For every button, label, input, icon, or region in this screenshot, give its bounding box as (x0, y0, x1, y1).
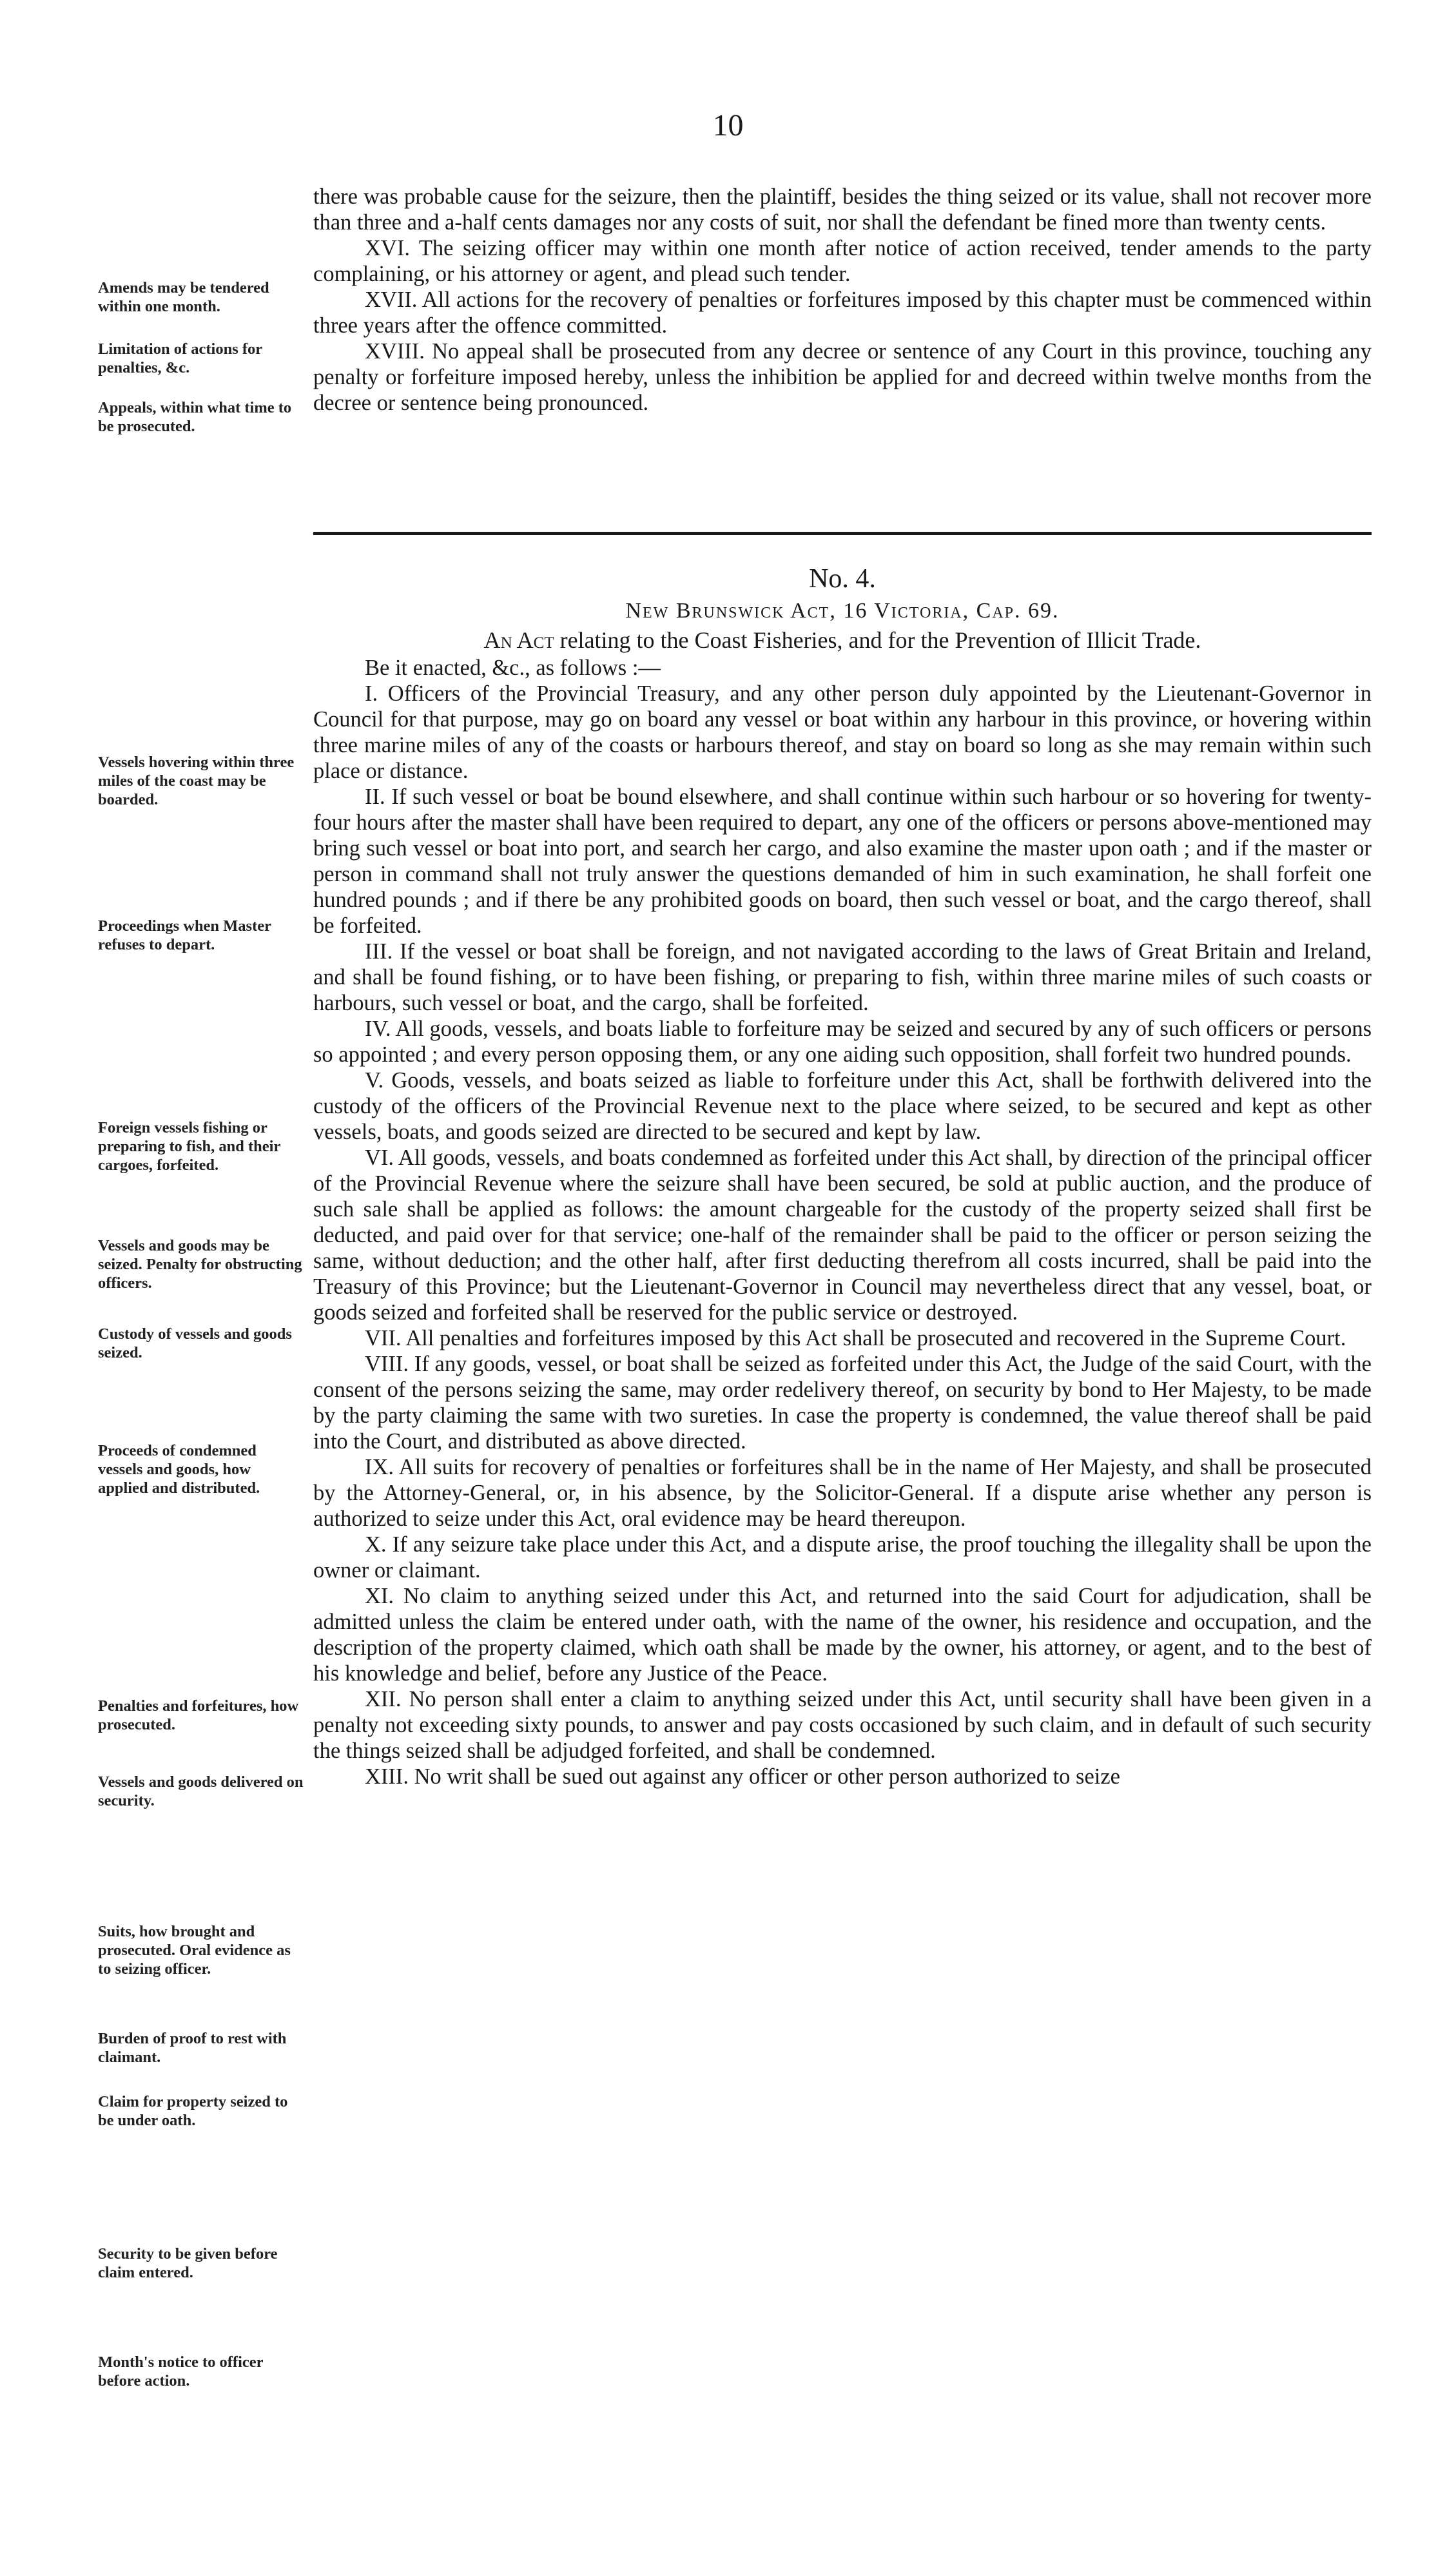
section-paragraph: XIII. No writ shall be sued out against any officer or other person authorized to seize (365, 1764, 1120, 1789)
continued-text-block (313, 184, 1372, 416)
section-paragraph: XVII. All actions for the recovery of penalties or forfeitures imposed by this chapter must be commenced within three years after the offence committed. (313, 287, 1372, 338)
margin-note: Amends may be tendered within one month. (98, 279, 269, 315)
section-paragraph: IV. All goods, vessels, and boats liable to forfeiture may be seized and secured by any of such officers or persons so appointed ; and every person opposing them, or any one aiding such opposition, shall forfeit two hundred pounds. (313, 1017, 1372, 1067)
act-title-rest: relating to the Coast Fisheries, and for the Prevention of Illicit Trade. (554, 627, 1201, 653)
section-paragraph: IX. All suits for recovery of penalties or forfeitures shall be in the name of Her Majesty, and shall be prosecuted by the Attorney-General, or, in his absence, by the Solicitor-General. If a dispute arise whether any person is authorized to seize under this Act, oral evidence may be heard thereupon. (313, 1455, 1372, 1531)
margin-note: Limitation of actions for penalties, &c. (98, 340, 262, 376)
act-heading: New Brunswick Act, 16 Victoria, Cap. 69. (625, 599, 1060, 623)
document-number: No. 4. (809, 564, 876, 594)
margin-note: Proceedings when Master refuses to depart. (98, 917, 271, 953)
section-paragraph: XVIII. No appeal shall be prosecuted from any decree or sentence of any Court in this province, touching any penalty or forfeiture imposed hereby, unless the inhibition be applied for and decreed within twelve months from the decree or sentence being pronounced. (313, 339, 1372, 415)
act-text-block (313, 561, 1372, 1789)
page-number: 10 (712, 108, 744, 142)
margin-note: Claim for property seized to be under oath. (98, 2093, 288, 2129)
margin-notes (0, 0, 309, 2552)
section-paragraph: II. If such vessel or boat be bound elsewhere, and shall continue within such harbour or so hovering for twenty-four hours after the master shall have been required to depart, any one of the officers or persons above-mentioned may bring such vessel or boat into port, and search her cargo, and also examine the master upon oath ; and if the master or person in command shall not truly answer the questions demanded of him in such examination, he shall forfeit one hundred pounds ; and if there be any prohibited goods on board, then such vessel or boat, and the cargo thereof, shall be forfeited. (313, 784, 1372, 938)
margin-note: Vessels and goods may be seized. Penalty for obstructing officers. (98, 1237, 302, 1292)
section-paragraph: VII. All penalties and forfeitures imposed by this Act shall be prosecuted and recovered in the Supreme Court. (365, 1326, 1346, 1350)
section-paragraph: VIII. If any goods, vessel, or boat shall be seized as forfeited under this Act, the Judge of the said Court, with the consent of the persons seizing the same, may order redelivery thereof, on security by bond to Her Majesty, to be made by the party claiming the same with two sureties. In case the property is condemned, the value thereof shall be paid into the Court, and distributed as above directed. (313, 1352, 1372, 1454)
act-title-lead: An Act (483, 627, 554, 653)
act-title (313, 625, 1372, 655)
margin-note: Custody of vessels and goods seized. (98, 1325, 292, 1361)
margin-note: Security to be given before claim entered. (98, 2245, 278, 2281)
enacting-clause: Be it enacted, &c., as follows :— (365, 656, 661, 680)
margin-note: Month's notice to officer before action. (98, 2353, 264, 2390)
margin-note: Foreign vessels fishing or preparing to fish, and their cargoes, forfeited. (98, 1119, 280, 1174)
section-paragraph: V. Goods, vessels, and boats seized as liable to forfeiture under this Act, shall be forthwith delivered into the custody of the officers of the Provincial Revenue next to the place where seized, to be secured and kept as other vessels, boats, and goods seized are directed to be secured and kept by law. (313, 1068, 1372, 1144)
margin-note: Burden of proof to rest with claimant. (98, 2030, 287, 2066)
section-paragraph: VI. All goods, vessels, and boats condemned as forfeited under this Act shall, by direction of the principal officer of the Provincial Revenue where the seizure shall have been secured, be sold at public auction, and the produce of such sale shall be applied as follows: the amount chargeable for the custody of the property seized shall first be deducted, and paid over for that service; one-half of the remainder shall be paid to the officer or person seizing the same, without deduction; and the other half, after first deducting therefrom all costs incurred, shall be paid into the Treasury of this Province; but the Lieutenant-Governor in Council may nevertheless direct that any vessel, boat, or goods seized and forfeited shall be reserved for the public service or destroyed. (313, 1145, 1372, 1325)
margin-note: Vessels and goods delivered on security. (98, 1773, 304, 1809)
margin-note: Appeals, within what time to be prosecuted. (98, 399, 292, 435)
section-paragraph: X. If any seizure take place under this Act, and a dispute arise, the proof touching the illegality shall be upon the owner or claimant. (313, 1532, 1372, 1583)
margin-note: Penalties and forfeitures, how prosecuted. (98, 1697, 299, 1733)
margin-note: Proceeds of condemned vessels and goods, how applied and distributed. (98, 1442, 260, 1497)
section-paragraph: I. Officers of the Provincial Treasury, and any other person duly appointed by the Lieutenant-Governor in Council for that purpose, may go on board any vessel or boat within any harbour in this province, or hovering within three marine miles of any of the coasts or harbours thereof, and stay on board so long as she may remain within such place or distance. (313, 681, 1372, 783)
margin-note: Vessels hovering within three miles of the coast may be boarded. (98, 754, 295, 808)
margin-note: Suits, how brought and prosecuted. Oral evidence as to seizing officer. (98, 1923, 291, 1978)
section-paragraph: XI. No claim to anything seized under this Act, and returned into the said Court for adjudication, shall be admitted unless the claim be entered under oath, with the name of the owner, his residence and occupation, and the description of the property claimed, which oath shall be made by the owner, his attorney, or agent, and to the best of his knowledge and belief, before any Justice of the Peace. (313, 1584, 1372, 1686)
section-divider (313, 532, 1372, 535)
section-paragraph: XVI. The seizing officer may within one month after notice of action received, tender amends to the party complaining, or his attorney or agent, and plead such tender. (313, 236, 1372, 286)
section-paragraph: III. If the vessel or boat shall be foreign, and not navigated according to the laws of Great Britain and Ireland, and shall be found fishing, or to have been fishing, or preparing to fish, within three marine miles of such coasts or harbours, such vessel or boat, and the cargo, shall be forfeited. (313, 939, 1372, 1015)
section-paragraph: XII. No person shall enter a claim to anything seized under this Act, until security shall have been given in a penalty not exceeding sixty pounds, to answer and pay costs occasioned by such claim, and in default of such security the things seized shall be adjudged forfeited, and shall be condemned. (313, 1687, 1372, 1763)
paragraph: there was probable cause for the seizure, then the plaintiff, besides the thing seized or its value, shall not recover more than three and a-half cents damages nor any costs of suit, nor shall the defendant be fined more than twenty cents. (313, 184, 1372, 235)
